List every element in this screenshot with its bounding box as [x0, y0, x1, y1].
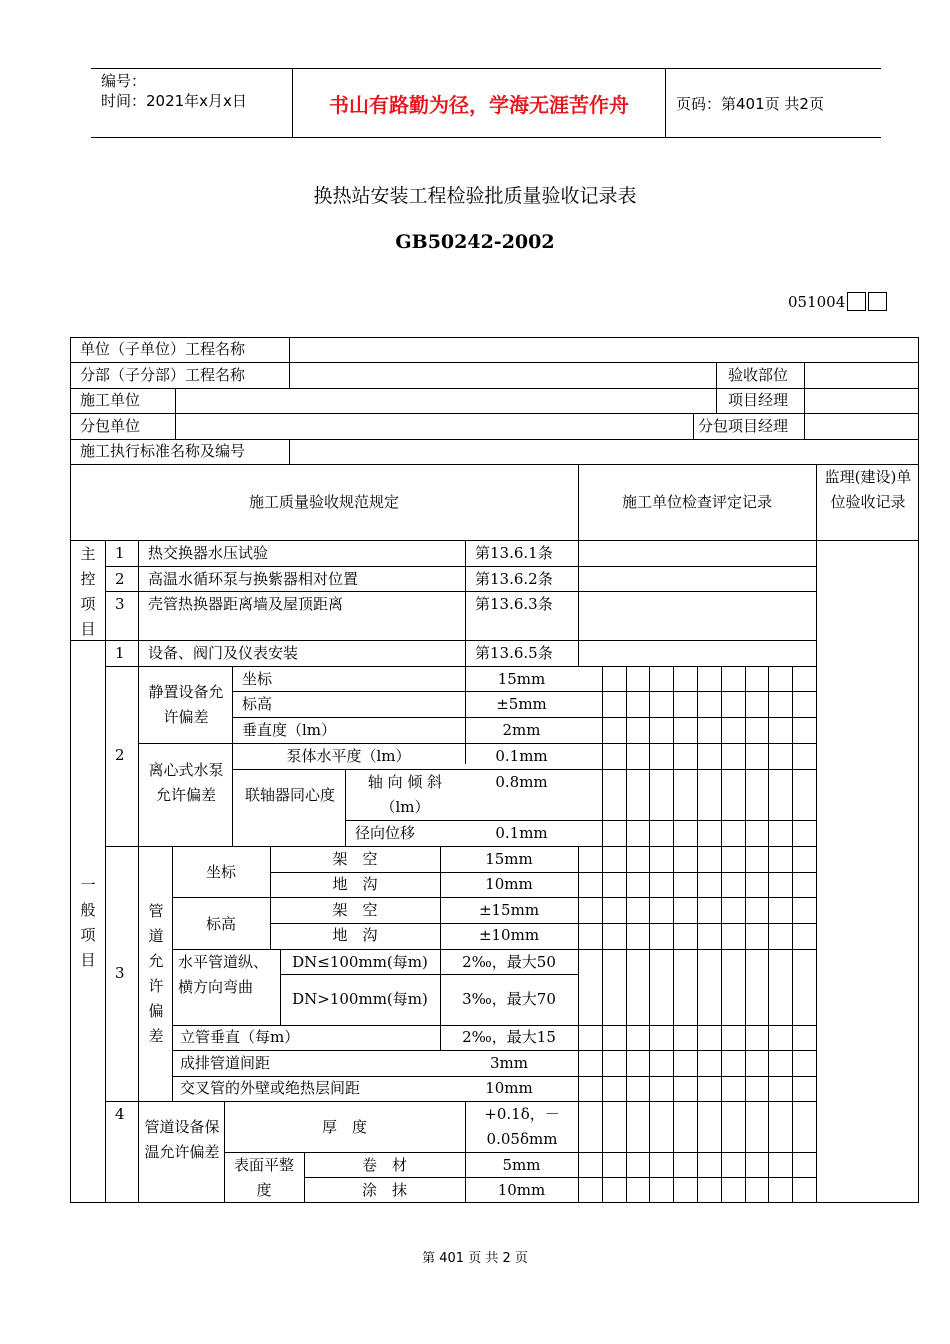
- coupling-radial-label: 径向位移: [355, 824, 416, 842]
- cross-pipe-label: 交叉管的外壁或绝热层间距: [180, 1079, 361, 1097]
- pipe-elev-label: 标高: [205, 915, 236, 933]
- general-item-4-no: 4: [115, 1105, 125, 1123]
- insulation-group: 管道设备保温允许偏差: [144, 1118, 220, 1161]
- flatness-label: 表面平整度: [233, 1156, 294, 1199]
- static-elev-label: 标高: [242, 695, 273, 713]
- pump-level-value: 0.1mm: [495, 747, 548, 765]
- vertical-pipe-label: 立管垂直（每m）: [180, 1028, 300, 1046]
- code-box[interactable]: [847, 292, 866, 311]
- static-coord-value: 15mm: [497, 670, 546, 688]
- coord-trench-label: 地 沟: [332, 875, 378, 893]
- static-vertical-value: 2mm: [502, 721, 541, 739]
- static-coord-label: 坐标: [242, 670, 273, 688]
- bend-large-label: DN>100mm(每m): [292, 990, 428, 1008]
- header-meta: [101, 71, 247, 111]
- pump-level-label: 泵体水平度（lm）: [286, 747, 411, 765]
- general-item-1-name: 设备、阀门及仪表安装: [148, 644, 299, 662]
- static-elev-value: ±5mm: [496, 695, 547, 713]
- check-grid-line: [768, 666, 769, 1203]
- coord-overhead-value: 15mm: [485, 850, 533, 868]
- sub-project-manager-label: 分包项目经理: [698, 417, 789, 435]
- roll-value: 5mm: [502, 1156, 541, 1174]
- main-control-item-name: 壳管热换器距离墙及屋顶距离: [148, 595, 344, 613]
- page-info: 页码：第401页 共2页: [676, 94, 824, 113]
- coord-trench-value: 10mm: [485, 875, 533, 893]
- pipe-bend-label: 水平管道纵、横方向弯曲: [178, 953, 269, 996]
- code-box[interactable]: [868, 292, 887, 311]
- general-label: 一般项目: [80, 876, 96, 969]
- row-spacing-label: 成排管道间距: [180, 1054, 271, 1072]
- general-item-1-ref: 第13.6.5条: [475, 644, 553, 662]
- main-control-item-name: 高温水循环泵与换紫器相对位置: [148, 570, 359, 588]
- unit-project-label: 单位（子单位）工程名称: [80, 340, 246, 358]
- elev-overhead-value: ±15mm: [478, 901, 540, 919]
- bend-small-value: 2‰，最大50: [462, 953, 556, 971]
- roll-label: 卷 材: [361, 1156, 407, 1174]
- elev-overhead-label: 架 空: [332, 901, 378, 919]
- constructor-label: 施工单位: [80, 391, 141, 409]
- main-control-item-name: 热交换器水压试验: [148, 544, 269, 562]
- coupling-axial-value: 0.8mm: [495, 773, 548, 791]
- coord-overhead-label: 架 空: [332, 850, 378, 868]
- time-label: 时间：2021年x月x日: [101, 92, 247, 110]
- inspection-table: [70, 337, 918, 1202]
- coupling-axial-label: 轴 向 倾 斜（lm）: [367, 773, 443, 816]
- check-grid-line: [792, 666, 793, 1203]
- form-code-number: 051004: [788, 293, 846, 311]
- bend-small-label: DN≤100mm(每m): [292, 953, 428, 971]
- paint-label: 涂 抹: [361, 1181, 407, 1199]
- pipe-coord-label: 坐标: [205, 863, 236, 881]
- main-control-item-no: 3: [115, 595, 125, 613]
- check-grid-line: [673, 666, 674, 1203]
- coupling-radial-value: 0.1mm: [495, 824, 548, 842]
- main-control-item-no: 1: [115, 544, 125, 562]
- pump-group: 离心式水泵允许偏差: [148, 761, 224, 804]
- motto: 书山有路勤为径，学海无涯苦作舟: [329, 92, 629, 117]
- main-control-label: 主控项目: [80, 545, 96, 638]
- check-grid-line: [626, 666, 627, 1203]
- elev-trench-value: ±10mm: [478, 926, 540, 944]
- static-equipment-group: 静置设备允许偏差: [148, 683, 224, 726]
- bend-large-value: 3‰，最大70: [462, 990, 556, 1008]
- page-footer: 第 401 页 共 2 页: [422, 1251, 528, 1266]
- project-manager-label: 项目经理: [728, 391, 789, 409]
- elev-trench-label: 地 沟: [332, 926, 378, 944]
- row-spacing-value: 3mm: [490, 1054, 528, 1072]
- form-code: [788, 292, 887, 311]
- thickness-value: +0.1δ，－0.05δmm: [484, 1105, 560, 1148]
- main-control-item-ref: 第13.6.1条: [475, 544, 553, 562]
- coupling-group: 联轴器同心度: [244, 786, 335, 804]
- vertical-pipe-value: 2‰，最大15: [462, 1028, 556, 1046]
- main-control-item-no: 2: [115, 570, 125, 588]
- subcontractor-label: 分包单位: [80, 417, 141, 435]
- acceptance-part-label: 验收部位: [728, 366, 789, 384]
- thickness-label: 厚 度: [321, 1118, 367, 1136]
- pipe-deviation-group: 管道允许偏差: [148, 902, 164, 1045]
- supervision-column-header: 监理(建设)单位验收记录: [824, 468, 912, 511]
- main-control-item-ref: 第13.6.3条: [475, 595, 553, 613]
- check-column-header: 施工单位检查评定记录: [621, 493, 772, 511]
- check-grid-line: [697, 666, 698, 1203]
- general-item-2-no: 2: [115, 746, 125, 764]
- check-grid-line: [649, 666, 650, 1203]
- static-vertical-label: 垂直度（lm）: [242, 721, 337, 739]
- standard-name-label: 施工执行标准名称及编号: [80, 442, 246, 460]
- general-item-3-no: 3: [115, 964, 125, 982]
- document-title: 换热站安装工程检验批质量验收记录表: [313, 185, 637, 207]
- page-header: [91, 68, 881, 138]
- cross-pipe-value: 10mm: [485, 1079, 533, 1097]
- main-control-item-ref: 第13.6.2条: [475, 570, 553, 588]
- spec-column-header: 施工质量验收规范规定: [248, 493, 399, 511]
- number-label: 编号：: [101, 72, 147, 90]
- check-grid-line: [602, 666, 603, 1203]
- paint-value: 10mm: [497, 1181, 546, 1199]
- standard-code: GB50242-2002: [395, 231, 555, 253]
- check-grid-line: [745, 666, 746, 1203]
- sub-project-label: 分部（子分部）工程名称: [80, 366, 246, 384]
- general-item-1-no: 1: [115, 644, 125, 662]
- check-grid-line: [721, 666, 722, 1203]
